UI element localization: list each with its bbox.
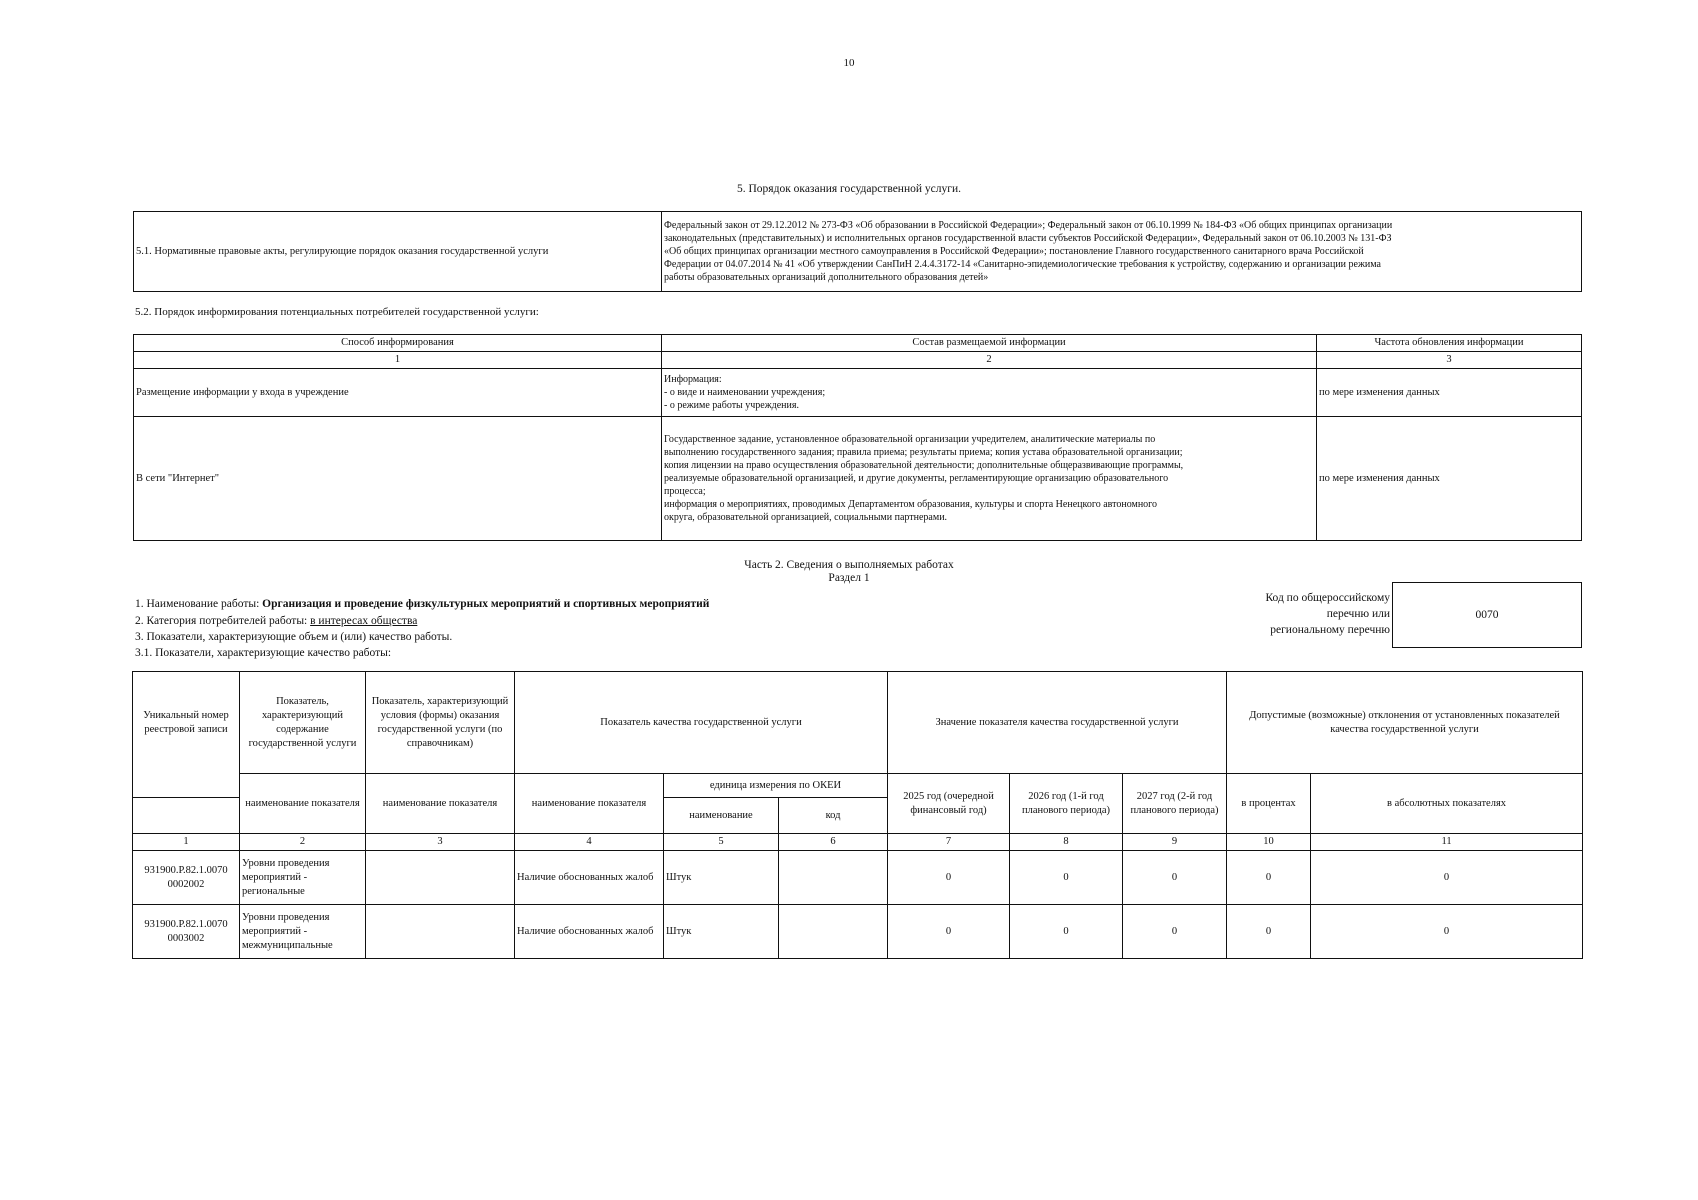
- row-absolute: 0: [1311, 851, 1583, 905]
- row-content: Уровни проведения мероприятий - межмуниципальные: [240, 905, 366, 959]
- info-line: - о виде и наименовании учреждения;: [664, 387, 826, 398]
- col-num: 7: [888, 834, 1010, 851]
- row-condition: [366, 851, 515, 905]
- header-num: 3: [1317, 352, 1582, 369]
- code-box: [1392, 582, 1582, 648]
- col-num: 2: [240, 834, 366, 851]
- quality-table: [132, 671, 1583, 959]
- info-line: процесса;: [664, 486, 706, 497]
- col-num: 5: [664, 834, 779, 851]
- header-num: 1: [134, 352, 662, 369]
- code-label-line: региональному перечню: [1270, 624, 1390, 636]
- info-line: реализуемые образовательной организацией, и другие документы, регламентирующие организацию образовательного: [664, 473, 1169, 484]
- code-value: 0070: [1475, 609, 1499, 621]
- row-unit: Штук: [664, 851, 779, 905]
- header-indicator-name: наименование показателя: [366, 774, 515, 834]
- col-num: 11: [1311, 834, 1583, 851]
- header-absolute: в абсолютных показателях: [1311, 774, 1583, 834]
- header-okei-code: код: [779, 798, 888, 834]
- code-label-line: перечню или: [1326, 608, 1390, 620]
- consumer-category-value: в интересах общества: [310, 615, 418, 627]
- section51-line: «Об общих принципах организации местного самоуправления в Российской Федерации»; постановление Главного государственного санитарного врача Российской: [664, 246, 1364, 257]
- header-method: Способ информирования: [134, 335, 662, 352]
- header-quality-indicator: Показатель качества государственной услуги: [515, 672, 888, 774]
- header-percent: в процентах: [1227, 774, 1311, 834]
- table-row: [133, 905, 1583, 959]
- work-name-value: Организация и проведение физкультурных мероприятий и спортивных мероприятий: [262, 598, 710, 610]
- consumer-category-label: 2. Категория потребителей работы:: [135, 615, 311, 627]
- table-row: [133, 851, 1583, 905]
- col-num: 8: [1010, 834, 1123, 851]
- row-unique-number: 931900.Р.82.1.0070 0003002: [133, 905, 240, 959]
- info-line: Информация:: [664, 374, 722, 385]
- section5-title: 5. Порядок оказания государственной услуги.: [737, 183, 961, 195]
- col-num: 10: [1227, 834, 1311, 851]
- code-label: [1180, 590, 1390, 638]
- section52-table: [133, 334, 1582, 541]
- section51-table: [133, 211, 1582, 292]
- page-number: 10: [843, 57, 855, 69]
- empty-cell: [133, 798, 240, 834]
- row-code: [779, 905, 888, 959]
- section51-content: [662, 212, 1582, 292]
- header-frequency: Частота обновления информации: [1317, 335, 1582, 352]
- row-condition: [366, 905, 515, 959]
- row-2026: 0: [1010, 905, 1123, 959]
- indicators-title: 3. Показатели, характеризующие объем и (или) качество работы.: [135, 631, 453, 643]
- row-2027: 0: [1123, 851, 1227, 905]
- col-num: 3: [366, 834, 515, 851]
- col-num: 4: [515, 834, 664, 851]
- header-unique-number: Уникальный номер реестровой записи: [133, 672, 240, 798]
- section51-label: 5.1. Нормативные правовые акты, регулирующие порядок оказания государственной услуги: [134, 212, 662, 292]
- row-indicator: Наличие обоснованных жалоб: [515, 851, 664, 905]
- info-line: округа, образовательной организацией, социальными партнерами.: [664, 512, 948, 523]
- consumer-category: [135, 615, 417, 627]
- col-num: 9: [1123, 834, 1227, 851]
- header-condition-indicator: Показатель, характеризующий условия (формы) оказания государственной услуги (по справочникам): [366, 672, 515, 774]
- header-2025: 2025 год (очередной финансовый год): [888, 774, 1010, 834]
- part2-subtitle: Раздел 1: [828, 572, 870, 584]
- info-frequency: по мере изменения данных: [1317, 369, 1582, 417]
- row-percent: 0: [1227, 905, 1311, 959]
- row-absolute: 0: [1311, 905, 1583, 959]
- header-2027: 2027 год (2-й год планового периода): [1123, 774, 1227, 834]
- header-indicator-name: наименование показателя: [515, 774, 664, 834]
- header-num: 2: [662, 352, 1317, 369]
- header-content: Состав размещаемой информации: [662, 335, 1317, 352]
- section52-title: 5.2. Порядок информирования потенциальных потребителей государственной услуги:: [135, 306, 539, 318]
- row-2027: 0: [1123, 905, 1227, 959]
- row-2025: 0: [888, 851, 1010, 905]
- info-line: копия лицензии на право осуществления образовательной деятельности; дополнительные общеразвивающие программы,: [664, 460, 1184, 471]
- work-name: [135, 598, 709, 610]
- col-num: 1: [133, 834, 240, 851]
- info-line: информация о мероприятиях, проводимых Департаментом образования, культуры и спорта Ненецкого автономного: [664, 499, 1158, 510]
- section51-line: Федерации от 04.07.2014 № 41 «Об утверждении СанПиН 2.4.4.3172-14 «Санитарно-эпидемиологические требования к устройству, содержанию и организации режима: [664, 259, 1381, 270]
- info-method: В сети "Интернет": [134, 417, 662, 541]
- header-okei: единица измерения по ОКЕИ: [664, 774, 888, 798]
- header-content-indicator: Показатель, характеризующий содержание государственной услуги: [240, 672, 366, 774]
- row-code: [779, 851, 888, 905]
- info-line: Государственное задание, установленное образовательной организации учредителем, аналитические материалы по: [664, 434, 1156, 445]
- header-deviation: Допустимые (возможные) отклонения от установленных показателей качества государственной услуги: [1227, 672, 1583, 774]
- row-unique-number: 931900.Р.82.1.0070 0002002: [133, 851, 240, 905]
- info-frequency: по мере изменения данных: [1317, 417, 1582, 541]
- row-indicator: Наличие обоснованных жалоб: [515, 905, 664, 959]
- row-2025: 0: [888, 905, 1010, 959]
- row-percent: 0: [1227, 851, 1311, 905]
- row-2026: 0: [1010, 851, 1123, 905]
- info-line: - о режиме работы учреждения.: [664, 400, 799, 411]
- section51-line: работы образовательных организаций дополнительного образования детей»: [664, 272, 989, 283]
- header-indicator-name: наименование показателя: [240, 774, 366, 834]
- header-quality-value: Значение показателя качества государственной услуги: [888, 672, 1227, 774]
- section51-line: законодательных (представительных) и исполнительных органов государственной власти субъектов Российской Федерации», Федеральный закон от 06.10.2003 № 131-ФЗ: [664, 233, 1392, 244]
- code-label-line: Код по общероссийскому: [1265, 592, 1390, 604]
- quality-indicators-title: 3.1. Показатели, характеризующие качество работы:: [135, 647, 392, 659]
- info-method: Размещение информации у входа в учреждение: [134, 369, 662, 417]
- part2-title: Часть 2. Сведения о выполняемых работах: [744, 559, 954, 571]
- info-content: [662, 417, 1317, 541]
- row-unit: Штук: [664, 905, 779, 959]
- header-okei-name: наименование: [664, 798, 779, 834]
- row-content: Уровни проведения мероприятий - региональные: [240, 851, 366, 905]
- work-name-label: 1. Наименование работы:: [135, 598, 263, 610]
- col-num: 6: [779, 834, 888, 851]
- header-2026: 2026 год (1-й год планового периода): [1010, 774, 1123, 834]
- info-line: выполнению государственного задания; правила приема; результаты приема; копия устава образовательной организации;: [664, 447, 1183, 458]
- info-content: [662, 369, 1317, 417]
- section51-line: Федеральный закон от 29.12.2012 № 273-ФЗ «Об образовании в Российской Федерации»; Федеральный закон от 06.10.1999 № 184-ФЗ «Об общих принципах организации: [664, 220, 1393, 231]
